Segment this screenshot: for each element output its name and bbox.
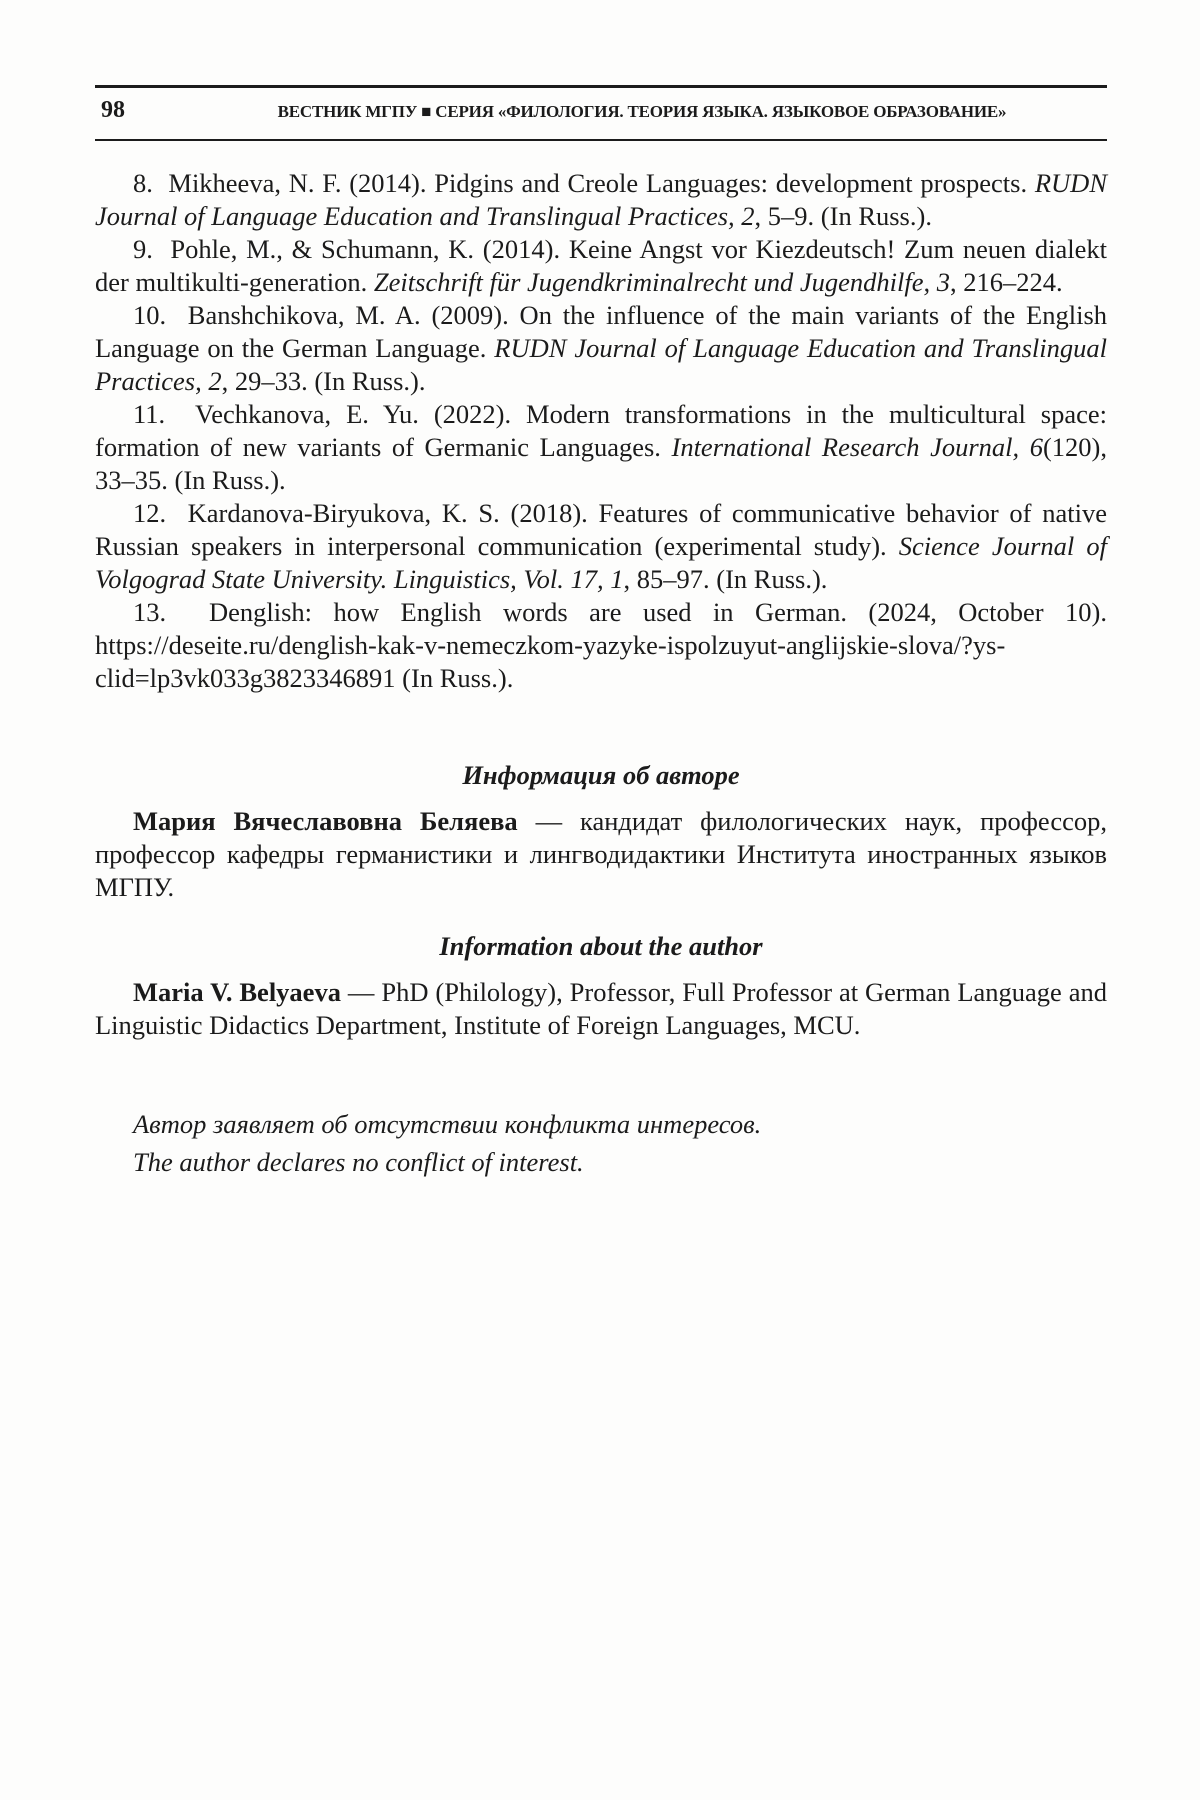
author-name-en: Maria V. Belyaeva xyxy=(133,977,341,1007)
reference-source-italic: Science Journal of Volgograd State University. Linguistics, Vol. 17, 1 xyxy=(95,531,1107,594)
reference-text: Mikheeva, N. F. (2014). Pidgins and Creole Languages: development prospects. xyxy=(168,168,1035,198)
conflict-statement-en: The author declares no conflict of interest. xyxy=(133,1147,584,1177)
running-head xyxy=(95,88,1107,124)
reference-item xyxy=(95,233,1107,299)
reference-text: , 29–33. (In Russ.). xyxy=(221,366,426,396)
reference-number: 8. xyxy=(133,168,169,198)
author-info-ru xyxy=(95,805,1107,904)
reference-number: 10. xyxy=(133,300,188,330)
reference-item xyxy=(95,596,1107,695)
reference-source-italic: RUDN Journal of Language Education and Translingual Practices, 2 xyxy=(95,333,1108,396)
author-name-ru: Мария Вячеславовна Беляева xyxy=(133,806,518,836)
reference-text: Kardanova-Biryukova, K. S. (2018). Features of communicative behavior of native Russian speakers in interpersonal communication (experimental study). xyxy=(95,498,1107,561)
reference-text: Vechkanova, E. Yu. (2022). Modern transformations in the multicultural space: formation of new variants of Germanic Languages. xyxy=(95,399,1107,462)
reference-source-italic: International Research Journal, 6 xyxy=(671,432,1043,462)
reference-text: Banshchikova, M. A. (2009). On the influence of the main variants of the English Language on the German Language. xyxy=(95,300,1108,363)
reference-item xyxy=(95,299,1107,398)
author-info-en xyxy=(95,976,1107,1042)
author-description-en: — PhD (Philology), Professor, Full Professor at German Language and Linguistic Didactics Department, Institute of Foreign Languages, MCU. xyxy=(95,977,1107,1040)
reference-source-italic: RUDN Journal of Language Education and Translingual Practices, 2 xyxy=(95,168,1107,231)
journal-header-title: ВЕСТНИК МГПУ ■ СЕРИЯ «ФИЛОЛОГИЯ. ТЕОРИЯ ЯЗЫКА. ЯЗЫКОВОЕ ОБРАЗОВАНИЕ» xyxy=(277,102,1007,121)
reference-number: 12. xyxy=(133,498,188,528)
reference-text: , 216–224. xyxy=(949,267,1063,297)
reference-item xyxy=(95,398,1107,497)
reference-source-italic: Zeitschrift für Jugendkriminalrecht und Jugendhilfe, 3 xyxy=(373,267,950,297)
author-info-heading-ru: Информация об авторе xyxy=(462,760,740,790)
reference-text: Pohle, M., & Schumann, K. (2014). Keine Angst vor Kiezdeutsch! Zum neuen dialekt der multikulti-generation. xyxy=(95,234,1107,297)
reference-text: , 85–97. (In Russ.). xyxy=(623,564,828,594)
reference-number: 11. xyxy=(133,399,196,429)
reference-text: (120), 33–35. (In Russ.). xyxy=(95,432,1107,495)
reference-text: , 5–9. (In Russ.). xyxy=(754,201,932,231)
author-info-heading-en: Information about the author xyxy=(439,931,763,961)
reference-text: Denglish: how English words are used in German. (2024, October 10). https://deseite.ru/denglish-kak-v-nemeczkom-yazyke-ispolzuyut-anglijskie-slova/?ys-clid=lp3vk033g3823346891 (In Russ.). xyxy=(95,597,1108,693)
page-content xyxy=(95,85,1107,1179)
reference-number: 9. xyxy=(133,234,171,264)
conflict-statement-ru: Автор заявляет об отсутствии конфликта интересов. xyxy=(133,1109,762,1139)
reference-item xyxy=(95,497,1107,596)
page-number: 98 xyxy=(101,97,125,123)
author-description-ru: — кандидат филологических наук, профессор, профессор кафедры германистики и лингводидактики Института иностранных языков МГПУ. xyxy=(95,806,1107,902)
reference-item xyxy=(95,167,1107,233)
references-list xyxy=(95,167,1107,695)
reference-number: 13. xyxy=(133,597,209,627)
header-rule-bottom xyxy=(95,139,1107,141)
